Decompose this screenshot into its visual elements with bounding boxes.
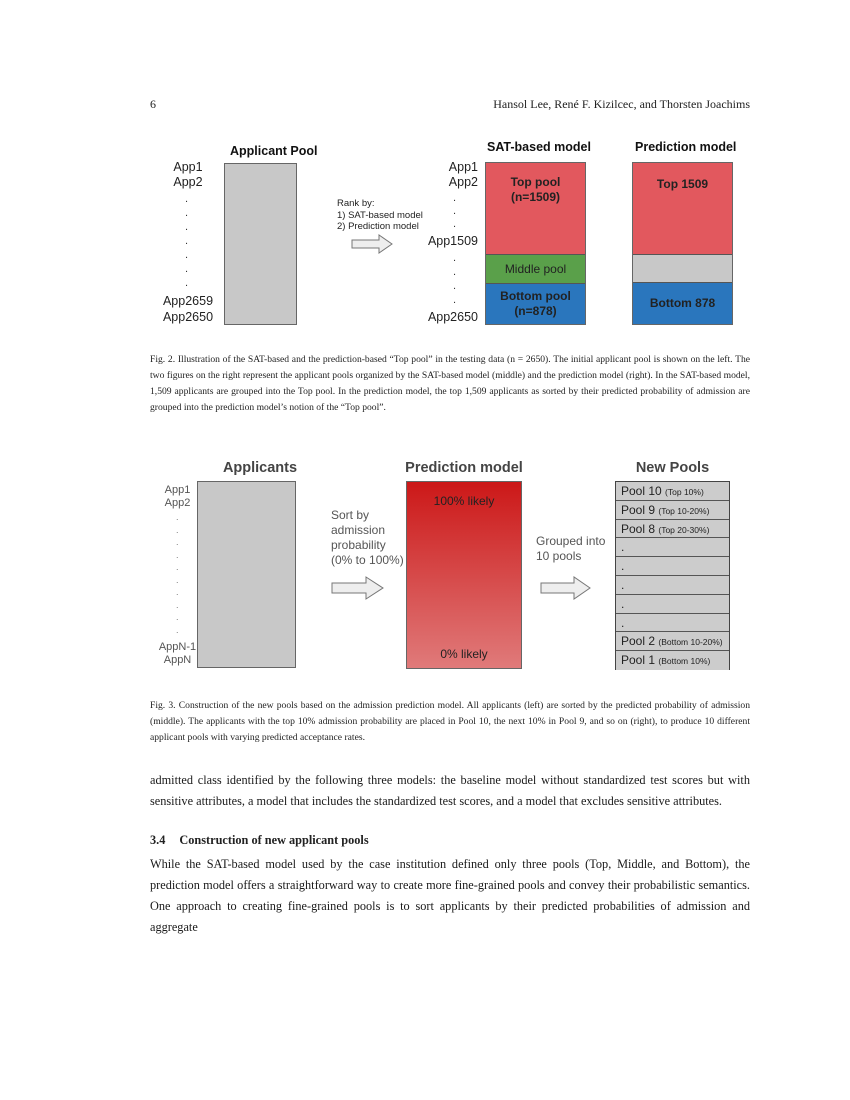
pool-name: Pool 8 (621, 521, 656, 536)
pool-name: . (621, 615, 625, 630)
figure-2-caption: Fig. 2. Illustration of the SAT-based and the prediction-based “Top pool” in the testing data (n = 2650). The initial applicant pool is shown on the left. The two figures on the right represent the applicant pools organized by the SAT-based model (middle) and the prediction model (right). In the SAT-based model, 1,509 applicants are grouped into the Top pool. In the prediction model, the top 1,509 applicants as sorted by their predicted probability of admission are grouped into the prediction model’s notion of the “Top pool”. (150, 354, 750, 413)
sat-model-stack (485, 162, 586, 325)
pool-row (616, 538, 729, 557)
right-arrow-icon (540, 576, 591, 600)
pool-label: Top pool (510, 175, 561, 189)
pool-range: (Bottom 10-20%) (658, 637, 723, 648)
sort-text-line: probability (331, 538, 386, 552)
applicants-box (197, 481, 296, 668)
prediction-model-stack (632, 162, 733, 325)
rank-text-line: 2) Prediction model (337, 221, 419, 232)
applicant-label: AppN-1 (158, 641, 197, 653)
section-number: 3.4 (150, 833, 166, 847)
pool-name: . (621, 540, 625, 555)
pool-name: . (621, 596, 625, 611)
sort-by-text (331, 508, 404, 568)
section-title: Construction of new applicant pools (179, 833, 369, 847)
bottom-probability-label: 0% likely (440, 647, 488, 661)
body-paragraph: admitted class identified by the following three models: the baseline model without standardized test scores but with sensitive attributes, a model that includes the standardized test scores, and a model that excludes sensitive attributes. (150, 773, 750, 808)
rank-text-line: 1) SAT-based model (337, 209, 423, 221)
probability-gradient-box (406, 481, 522, 669)
applicant-pool-title: Applicant Pool (230, 144, 318, 158)
sat-top-pool (486, 163, 585, 254)
pool-row (616, 651, 729, 670)
applicant-label: App1 (164, 484, 191, 496)
sat-middle-pool: Middle pool (486, 254, 585, 284)
pool-range: (Bottom 10%) (658, 656, 711, 667)
pool-count: (n=878) (514, 304, 557, 318)
ellipsis-dots: . . . . (453, 252, 457, 306)
pool-row (616, 632, 729, 651)
grouped-into-text (536, 534, 605, 564)
pool-name: Pool 2 (621, 634, 656, 649)
applicant-label: App2 (448, 175, 478, 189)
pool-row (616, 576, 729, 595)
applicant-label: AppN (163, 654, 192, 666)
ellipsis-dots: . . . . . . . (185, 193, 189, 289)
applicant-pool-box (224, 163, 297, 325)
pool-name: Pool 10 (621, 484, 662, 498)
new-pools-list (615, 481, 730, 670)
pool-row (616, 557, 729, 576)
pool-name: . (621, 577, 625, 592)
sort-text-line: Sort by (331, 508, 370, 522)
prediction-top-pool: Top 1509 (633, 163, 732, 254)
figure-3-caption: Fig. 3. Construction of the new pools based on the admission prediction model. All applicants (left) are sorted by the predicted probability of admission (middle). The applicants with the top 10% admission probability are placed in Pool 10, the next 10% in Pool 9, and so on (right), to produce 10 different applicant pools with varying predicted acceptance rates. (150, 700, 750, 743)
top-probability-label: 100% likely (433, 494, 495, 508)
body-paragraph: While the SAT-based model used by the case institution defined only three pools (Top, Middle, and Bottom), the prediction model offers a straightforward way to create more fine-grained pools and convey their probabilistic semantics. One approach to creating fine-grained pools is to sort applicants by their predicted probabilities of admission and aggregate (150, 857, 750, 934)
sat-model-title: SAT-based model (487, 140, 591, 154)
applicant-label: App2650 (162, 310, 214, 324)
pool-row (616, 595, 729, 614)
sort-text-line: (0% to 100%) (331, 553, 404, 567)
pool-range: (Top 20-30%) (658, 524, 710, 535)
pool-range: (Top 10-20%) (658, 505, 710, 516)
grouped-text-line: 10 pools (536, 549, 582, 563)
pool-name: Pool 9 (621, 502, 656, 517)
right-arrow-icon (331, 576, 384, 600)
pool-label: Bottom pool (500, 289, 571, 303)
ellipsis-dots: . . . (453, 192, 457, 230)
pool-row (616, 520, 729, 539)
applicant-label: App2650 (427, 310, 478, 324)
pool-name: . (621, 559, 625, 574)
sat-bottom-pool (486, 284, 585, 324)
new-pools-title: New Pools (635, 460, 710, 476)
pool-row (616, 614, 729, 633)
pool-count: (n=1509) (510, 190, 561, 204)
applicant-label: App1 (173, 160, 203, 174)
applicant-label: App2659 (162, 294, 214, 308)
right-arrow-icon (351, 234, 393, 254)
page-number: 6 (150, 97, 156, 111)
prediction-bottom-pool: Bottom 878 (633, 283, 732, 324)
applicant-label: App2 (164, 497, 191, 509)
applicant-label: App1 (448, 160, 478, 174)
rank-text-line: Rank by: (337, 198, 375, 209)
sort-text-line: admission (331, 523, 386, 537)
applicants-title: Applicants (222, 460, 298, 476)
rank-by-text (337, 198, 423, 233)
pool-row (616, 482, 729, 501)
applicant-label: App1509 (427, 234, 478, 248)
pool-name: Pool 1 (621, 653, 656, 668)
prediction-model-title: Prediction model (635, 140, 737, 154)
running-header-authors: Hansol Lee, René F. Kizilcec, and Thorsten Joachims (493, 97, 750, 111)
ellipsis-dots: . . . . . . . . . . (176, 512, 179, 635)
grouped-text-line: Grouped into (536, 534, 606, 548)
pool-row (616, 501, 729, 520)
prediction-model-title: Prediction model (405, 460, 523, 476)
prediction-middle-pool (633, 254, 732, 283)
applicant-label: App2 (173, 175, 203, 189)
section-heading (150, 833, 369, 848)
pool-range: (Top 10%) (665, 487, 704, 497)
